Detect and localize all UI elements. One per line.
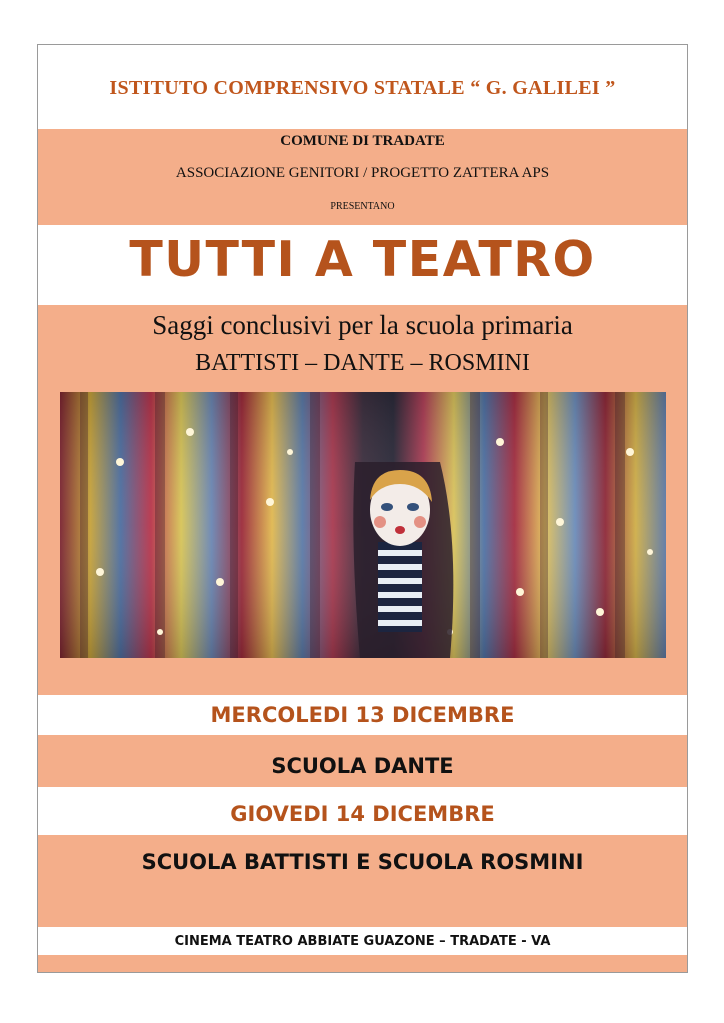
event-schools: BATTISTI – DANTE – ROSMINI (195, 350, 530, 376)
institute-name: ISTITUTO COMPRENSIVO STATALE “ G. GALILEI ” (109, 77, 616, 99)
event-subtitle: Saggi conclusivi per la scuola primaria (152, 310, 573, 340)
venue-name: CINEMA TEATRO ABBIATE GUAZONE – TRADATE - VA (174, 934, 551, 949)
schedule-date-2: GIOVEDI 14 DICEMBRE (230, 802, 495, 826)
schedule-date-1: MERCOLEDI 13 DICEMBRE (210, 703, 515, 727)
event-title: TUTTI A TEATRO (129, 231, 596, 288)
comune-name: COMUNE DI TRADATE (280, 133, 445, 149)
theater-curtain-image (60, 392, 666, 658)
association-name: ASSOCIAZIONE GENITORI / PROGETTO ZATTERA APS (175, 165, 550, 181)
schedule-school-1: SCUOLA DANTE (271, 754, 454, 778)
schedule-school-2: SCUOLA BATTISTI E SCUOLA ROSMINI (141, 850, 584, 874)
presenting-label: PRESENTANO (330, 201, 395, 212)
poster (37, 44, 688, 973)
